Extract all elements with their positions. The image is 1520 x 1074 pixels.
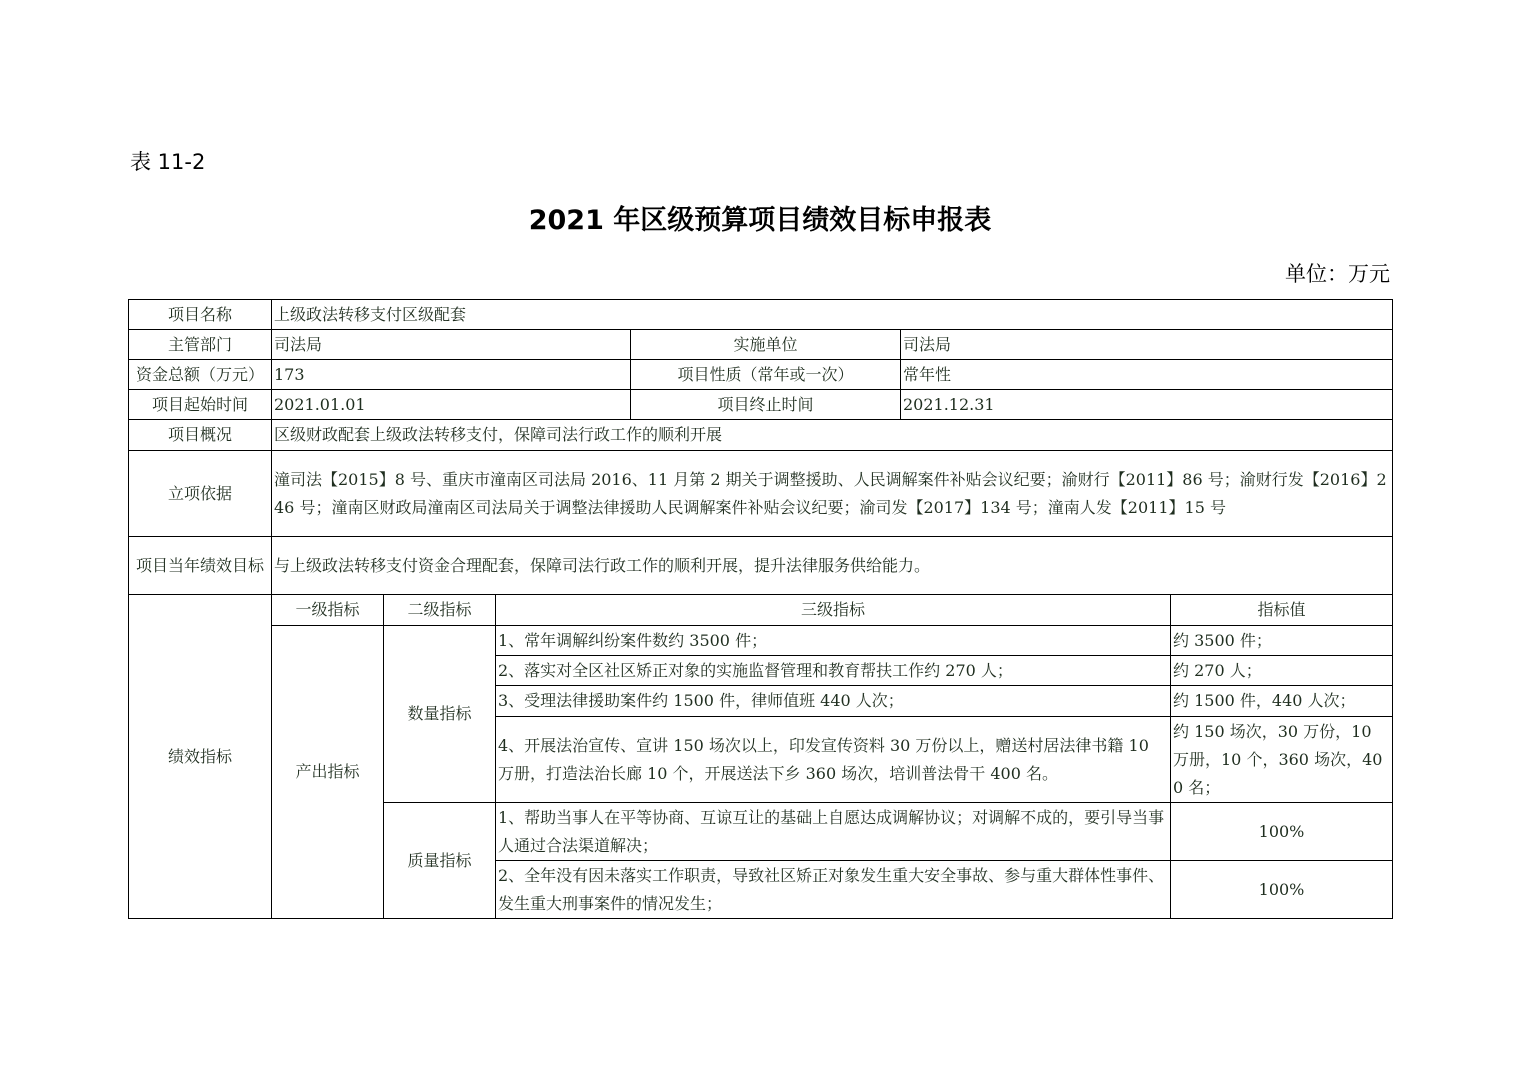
end-time-value: 2021.12.31: [901, 390, 1393, 420]
level3-indicator-text: 2、全年没有因未落实工作职责，导致社区矫正对象发生重大安全事故、参与重大群体性事件、发生重大刑事案件的情况发生；: [496, 861, 1171, 919]
table-row: [129, 626, 1393, 656]
indicator-value: 约 3500 件；: [1171, 626, 1393, 656]
performance-form-table: [128, 299, 1393, 919]
col-header-level1: 一级指标: [272, 595, 384, 626]
document-title: 2021 年区级预算项目绩效目标申报表: [528, 205, 992, 236]
dept-label: 主管部门: [129, 330, 272, 360]
overview-label: 项目概况: [129, 420, 272, 451]
level3-indicator-text: 1、帮助当事人在平等协商、互谅互让的基础上自愿达成调解协议；对调解不成的，要引导当事人通过合法渠道解决；: [496, 803, 1171, 861]
basis-value: 潼司法【2015】8 号、重庆市潼南区司法局 2016、11 月第 2 期关于调整援助、人民调解案件补贴会议纪要；渝财行【2011】86 号；渝财行发【2016】246 号；潼南区财政局潼南区司法局关于调整法律援助人民调解案件补贴会议纪要；渝司发【2017】134 号；潼南人发【2011】15 号: [272, 451, 1393, 537]
level3-indicator-text: 3、受理法律援助案件约 1500 件，律师值班 440 人次；: [496, 686, 1171, 717]
col-header-level2: 二级指标: [384, 595, 496, 626]
end-time-label: 项目终止时间: [631, 390, 901, 420]
start-time-label: 项目起始时间: [129, 390, 272, 420]
indicator-value: 约 1500 件，440 人次；: [1171, 686, 1393, 717]
impl-unit-label: 实施单位: [631, 330, 901, 360]
level1-output-indicator: 产出指标: [272, 626, 384, 919]
table-row: [129, 330, 1393, 360]
table-row: [129, 451, 1393, 537]
fund-total-value: 173: [272, 360, 631, 390]
unit-label: 单位：万元: [1285, 262, 1390, 286]
overview-value: 区级财政配套上级政法转移支付，保障司法行政工作的顺利开展: [272, 420, 1393, 451]
indicator-value: 100%: [1171, 861, 1393, 919]
indicator-value: 约 150 场次，30 万份，10 万册，10 个，360 场次，400 名；: [1171, 717, 1393, 803]
indicator-value: 100%: [1171, 803, 1393, 861]
table-row: [129, 390, 1393, 420]
level2-quality-indicator: 质量指标: [384, 803, 496, 919]
table-row: [129, 420, 1393, 451]
indicator-value: 约 270 人；: [1171, 656, 1393, 686]
table-row: [129, 595, 1393, 626]
fund-total-label: 资金总额（万元）: [129, 360, 272, 390]
impl-unit-value: 司法局: [901, 330, 1393, 360]
level2-quantity-indicator: 数量指标: [384, 626, 496, 803]
annual-goal-label: 项目当年绩效目标: [129, 537, 272, 595]
project-nature-value: 常年性: [901, 360, 1393, 390]
table-row: [129, 360, 1393, 390]
col-header-value: 指标值: [1171, 595, 1393, 626]
level3-indicator-text: 1、常年调解纠纷案件数约 3500 件；: [496, 626, 1171, 656]
table-row: [129, 300, 1393, 330]
level3-indicator-text: 4、开展法治宣传、宣讲 150 场次以上，印发宣传资料 30 万份以上，赠送村居法律书籍 10 万册，打造法治长廊 10 个，开展送法下乡 360 场次，培训普法骨干 400 名。: [496, 717, 1171, 803]
project-nature-label: 项目性质（常年或一次）: [631, 360, 901, 390]
level3-indicator-text: 2、落实对全区社区矫正对象的实施监督管理和教育帮扶工作约 270 人；: [496, 656, 1171, 686]
indicators-section-label: 绩效指标: [129, 595, 272, 919]
annual-goal-value: 与上级政法转移支付资金合理配套，保障司法行政工作的顺利开展，提升法律服务供给能力。: [272, 537, 1393, 595]
basis-label: 立项依据: [129, 451, 272, 537]
dept-value: 司法局: [272, 330, 631, 360]
col-header-level3: 三级指标: [496, 595, 1171, 626]
table-row: [129, 537, 1393, 595]
project-name-value: 上级政法转移支付区级配套: [272, 300, 1393, 330]
project-name-label: 项目名称: [129, 300, 272, 330]
table-number: 表 11-2: [130, 150, 206, 174]
start-time-value: 2021.01.01: [272, 390, 631, 420]
